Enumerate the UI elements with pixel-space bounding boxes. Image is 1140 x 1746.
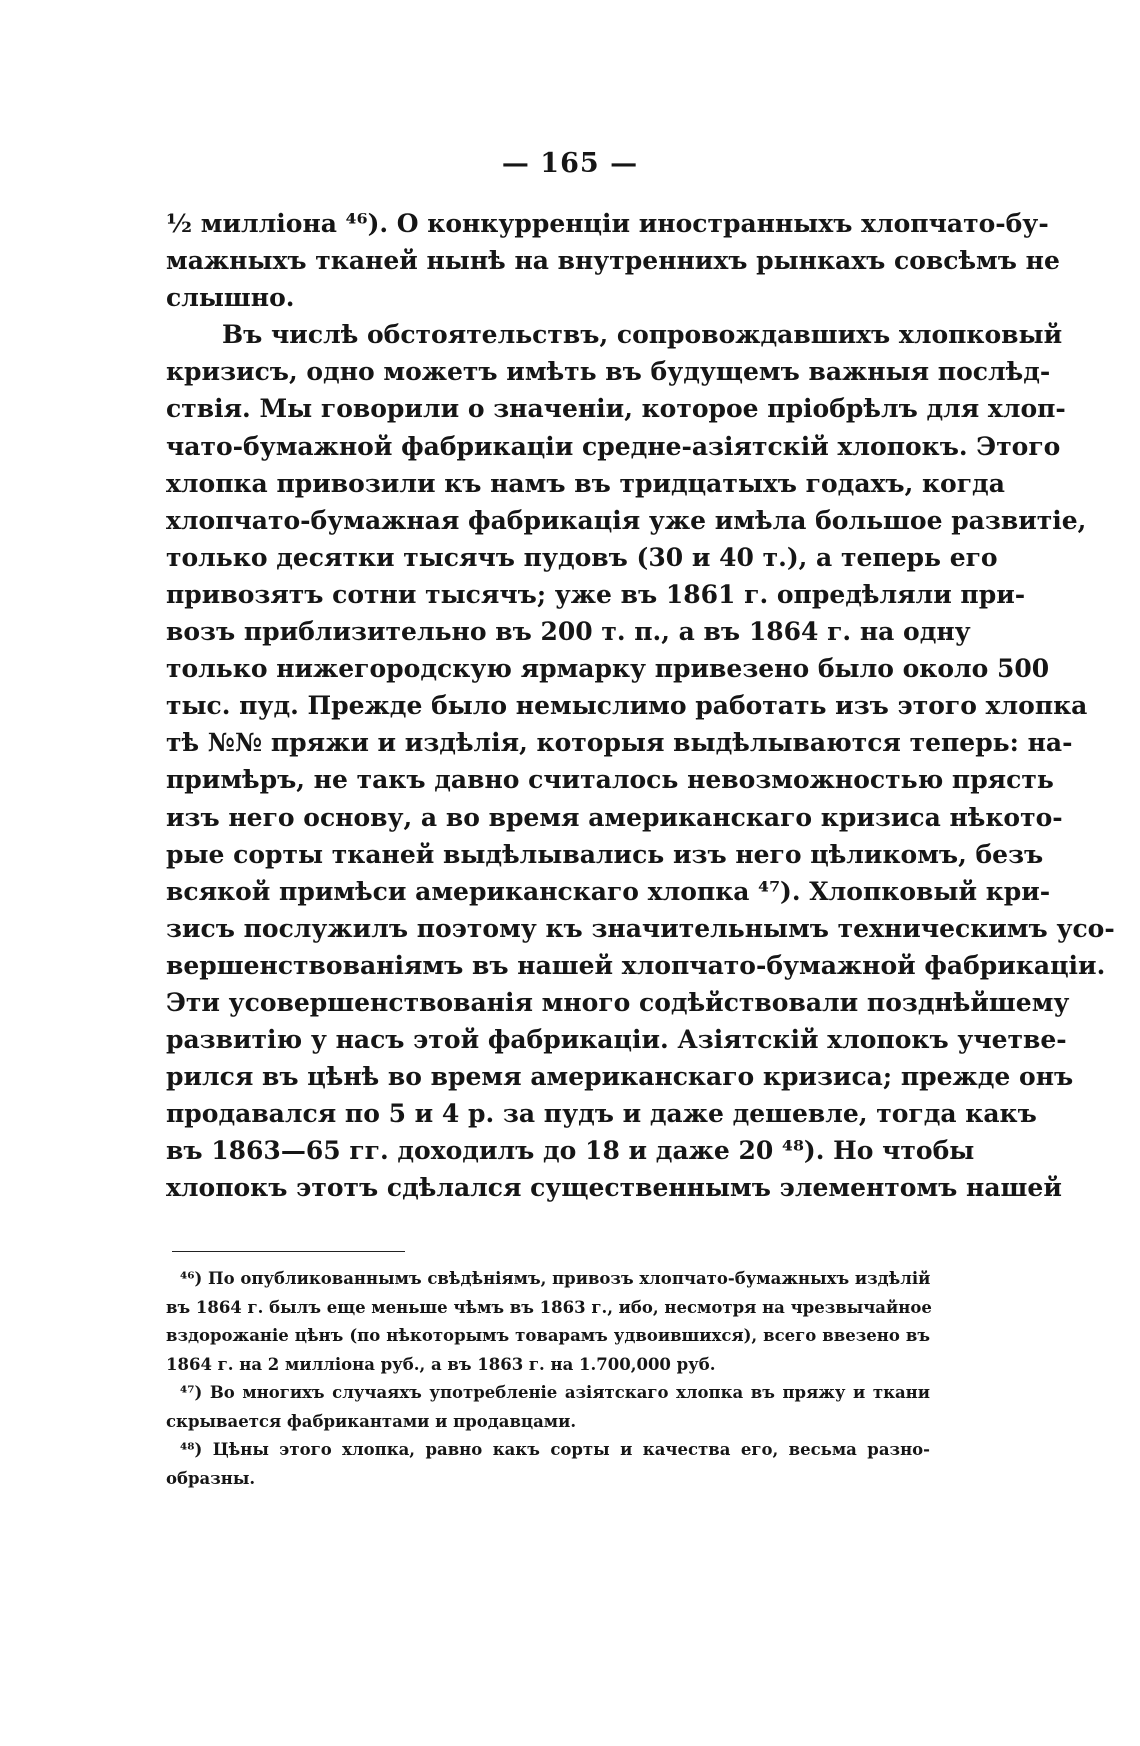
footnote-separator — [172, 1251, 405, 1252]
text-line: продавался по 5 и 4 р. за пудъ и даже дешевле, тогда какъ — [166, 1099, 1037, 1129]
text-line: только десятки тысячъ пудовъ (30 и 40 т.), а теперь его — [166, 542, 998, 572]
text-line: изъ него основу, а во время американскаго кризиса нѣкото- — [166, 802, 1063, 832]
text-line: развитію у насъ этой фабрикаціи. Азіятскій хлопокъ учетве- — [166, 1025, 1067, 1055]
text-line: въ 1863—65 гг. доходилъ до 18 и даже 20 ⁴⁸). Но чтобы — [166, 1136, 975, 1166]
text-line: зисъ послужилъ поэтому къ значительнымъ техническимъ усо- — [166, 913, 1115, 943]
text-line: Въ числѣ обстоятельствъ, сопровождавшихъ хлопковый — [222, 320, 1063, 350]
footnote-line: образны. — [166, 1468, 256, 1488]
footnote-line: ⁴⁸) Цѣны этого хлопка, равно какъ сорты и качества его, весьма разно- — [180, 1440, 930, 1459]
text-line: рые сорты тканей выдѣлывались изъ него цѣликомъ, безъ — [166, 839, 1044, 869]
footnote-line: ⁴⁶) По опубликованнымъ свѣдѣніямъ, привозъ хлопчато-бумажныхъ издѣлій — [180, 1269, 931, 1288]
text-line: только нижегородскую ярмарку привезено было около 500 — [166, 654, 1050, 684]
text-line: хлопокъ этотъ сдѣлался существеннымъ элементомъ нашей — [166, 1173, 1062, 1203]
text-line: кризисъ, одно можетъ имѣть въ будущемъ важныя послѣд- — [166, 357, 1051, 387]
text-line: вершенствованіямъ въ нашей хлопчато-бумажной фабрикаціи. — [166, 950, 1106, 980]
body-text — [166, 205, 1115, 1207]
text-line: чато-бумажной фабрикаціи средне-азіятскій хлопокъ. Этого — [166, 431, 1061, 461]
text-line: тѣ №№ пряжи и издѣлія, которыя выдѣлываются теперь: на- — [166, 728, 1073, 758]
footnote-line: въ 1864 г. былъ еще меньше чѣмъ въ 1863 г., ибо, несмотря на чрезвычайное — [166, 1297, 932, 1317]
text-line: всякой примѣси американскаго хлопка ⁴⁷). Хлопковый кри- — [166, 876, 1051, 906]
text-line: мажныхъ тканей нынѣ на внутреннихъ рынкахъ совсѣмъ не — [166, 246, 1060, 276]
text-line: ствія. Мы говорили о значеніи, которое пріобрѣлъ для хлоп- — [166, 394, 1066, 424]
text-line: хлопчато-бумажная фабрикація уже имѣла большое развитіе, — [166, 505, 1087, 535]
footnote-line: ⁴⁷) Во многихъ случаяхъ употребленіе азіятскаго хлопка въ пряжу и ткани — [180, 1383, 930, 1402]
text-line: ½ милліона ⁴⁶). О конкурренціи иностранныхъ хлопчато-бу- — [166, 209, 1049, 238]
text-line: хлопка привозили къ намъ въ тридцатыхъ годахъ, когда — [166, 468, 1005, 498]
text-line: слышно. — [166, 283, 295, 313]
footnote-line: 1864 г. на 2 милліона руб., а въ 1863 г. на 1.700,000 руб. — [166, 1354, 716, 1374]
text-line: примѣръ, не такъ давно считалось невозможностью прясть — [166, 765, 1054, 795]
text-line: рился въ цѣнѣ во время американскаго кризиса; прежде онъ — [166, 1062, 1074, 1092]
text-line: Эти усовершенствованія много содѣйствовали позднѣйшему — [166, 987, 1070, 1017]
text-line: привозятъ сотни тысячъ; уже въ 1861 г. опредѣляли при- — [166, 579, 1026, 609]
footnote-line: вздорожаніе цѣнъ (по нѣкоторымъ товарамъ удвоившихся), всего ввезено въ — [166, 1326, 930, 1345]
footnote-line: скрывается фабрикантами и продавцами. — [166, 1411, 577, 1431]
text-line: тыс. пуд. Прежде было немыслимо работать изъ этого хлопка — [166, 691, 1088, 721]
footnotes — [166, 1265, 930, 1493]
text-line: возъ приблизительно въ 200 т. п., а въ 1864 г. на одну — [166, 617, 971, 647]
page-number: — 165 — — [501, 148, 639, 179]
